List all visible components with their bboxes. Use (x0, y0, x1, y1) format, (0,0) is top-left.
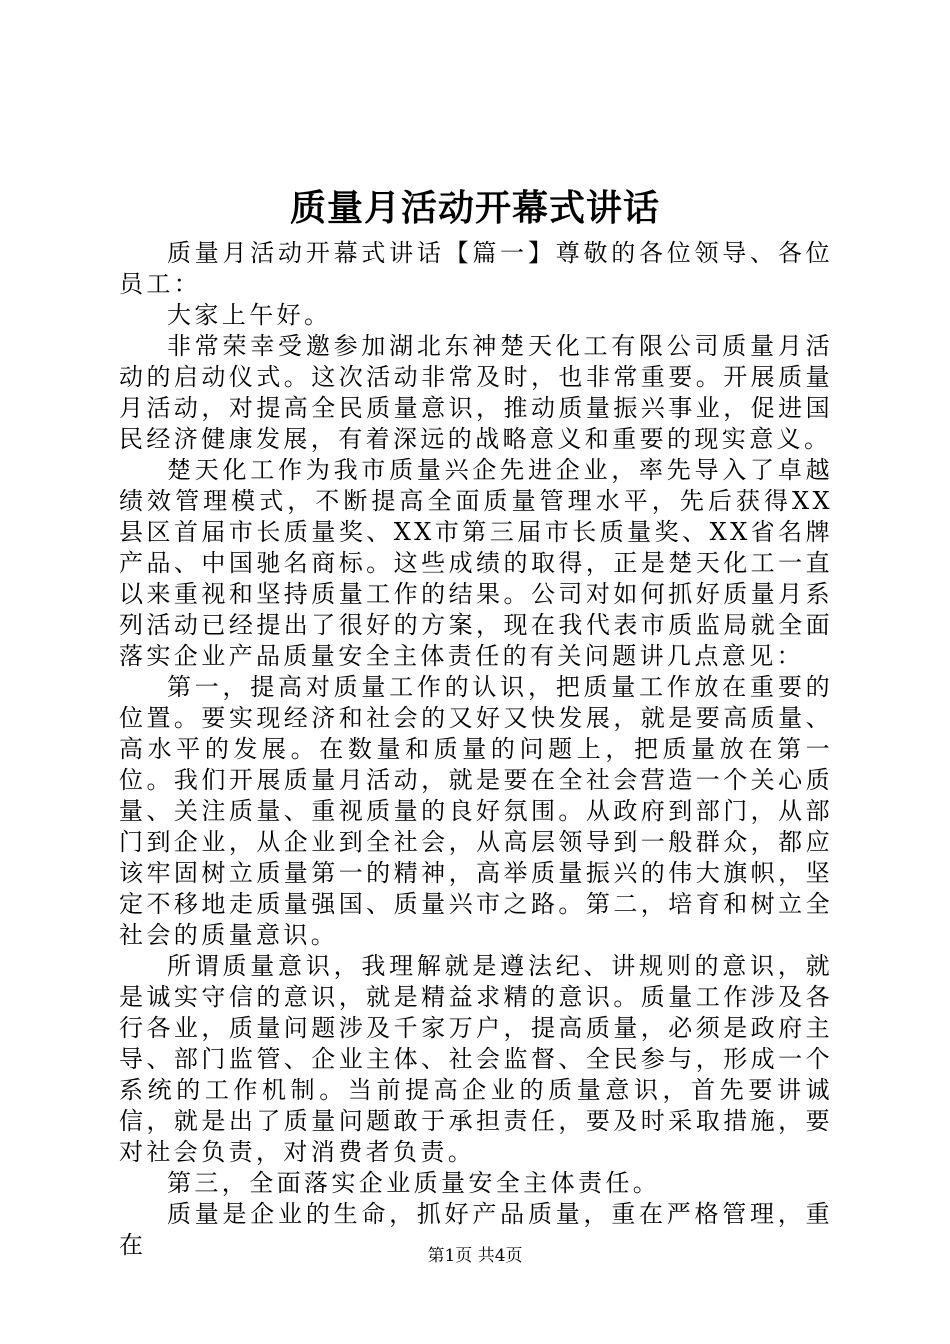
document-title: 质量月活动开幕式讲话 (289, 187, 660, 229)
paragraph-7: 第三，全面落实企业质量安全主体责任。 (167, 1169, 661, 1197)
page-number-footer: 第1页 共4页 (427, 1246, 523, 1266)
paragraph-4: 楚天化工作为我市质量兴企先进企业，率先导入了卓越绩效管理模式，不断提高全面质量管理水平，先后获得XX县区首届市长质量奖、XX市第三届市长质量奖、XX省名牌产品、中国驰名商标。这些成绩的取得，正是楚天化工一直以来重视和坚持质量工作的结果。公司对如何抓好质量月系列活动已经提出了很好的方案，现在我代表市质监局就全面落实企业产品质量安全主体责任的有关问题讲几点意见： (119, 456, 833, 670)
document-body (119, 238, 833, 1261)
paragraph-5: 第一，提高对质量工作的认识，把质量工作放在重要的位置。要实现经济和社会的又好又快发展，就是要高质量、高水平的发展。在数量和质量的问题上，把质量放在第一位。我们开展质量月活动，就是要在全社会营造一个关心质量、关注质量、重视质量的良好氛围。从政府到部门，从部门到企业，从企业到全社会，从高层领导到一般群众，都应该牢固树立质量第一的精神，高举质量振兴的伟大旗帜，坚定不移地走质量强国、质量兴市之路。第二，培育和树立全社会的质量意识。 (119, 673, 833, 949)
paragraph-8: 质量是企业的生命，抓好产品质量，重在严格管理，重在 (119, 1200, 833, 1259)
paragraph-3: 非常荣幸受邀参加湖北东神楚天化工有限公司质量月活动的启动仪式。这次活动非常及时，也非常重要。开展质量月活动，对提高全民质量意识，推动质量振兴事业，促进国民经济健康发展，有着深远的战略意义和重要的现实意义。 (119, 332, 833, 453)
paragraph-2: 大家上午好。 (167, 301, 332, 329)
paragraph-6: 所谓质量意识，我理解就是遵法纪、讲规则的意识，就是诚实守信的意识，就是精益求精的意识。质量工作涉及各行各业，质量问题涉及千家万户，提高质量，必须是政府主导、部门监管、企业主体、社会监督、全民参与，形成一个系统的工作机制。当前提高企业的质量意识，首先要讲诚信，就是出了质量问题敢于承担责任，要及时采取措施，要对社会负责，对消费者负责。 (119, 952, 833, 1166)
paragraph-1: 质量月活动开幕式讲话【篇一】尊敬的各位领导、各位员工： (119, 239, 833, 298)
